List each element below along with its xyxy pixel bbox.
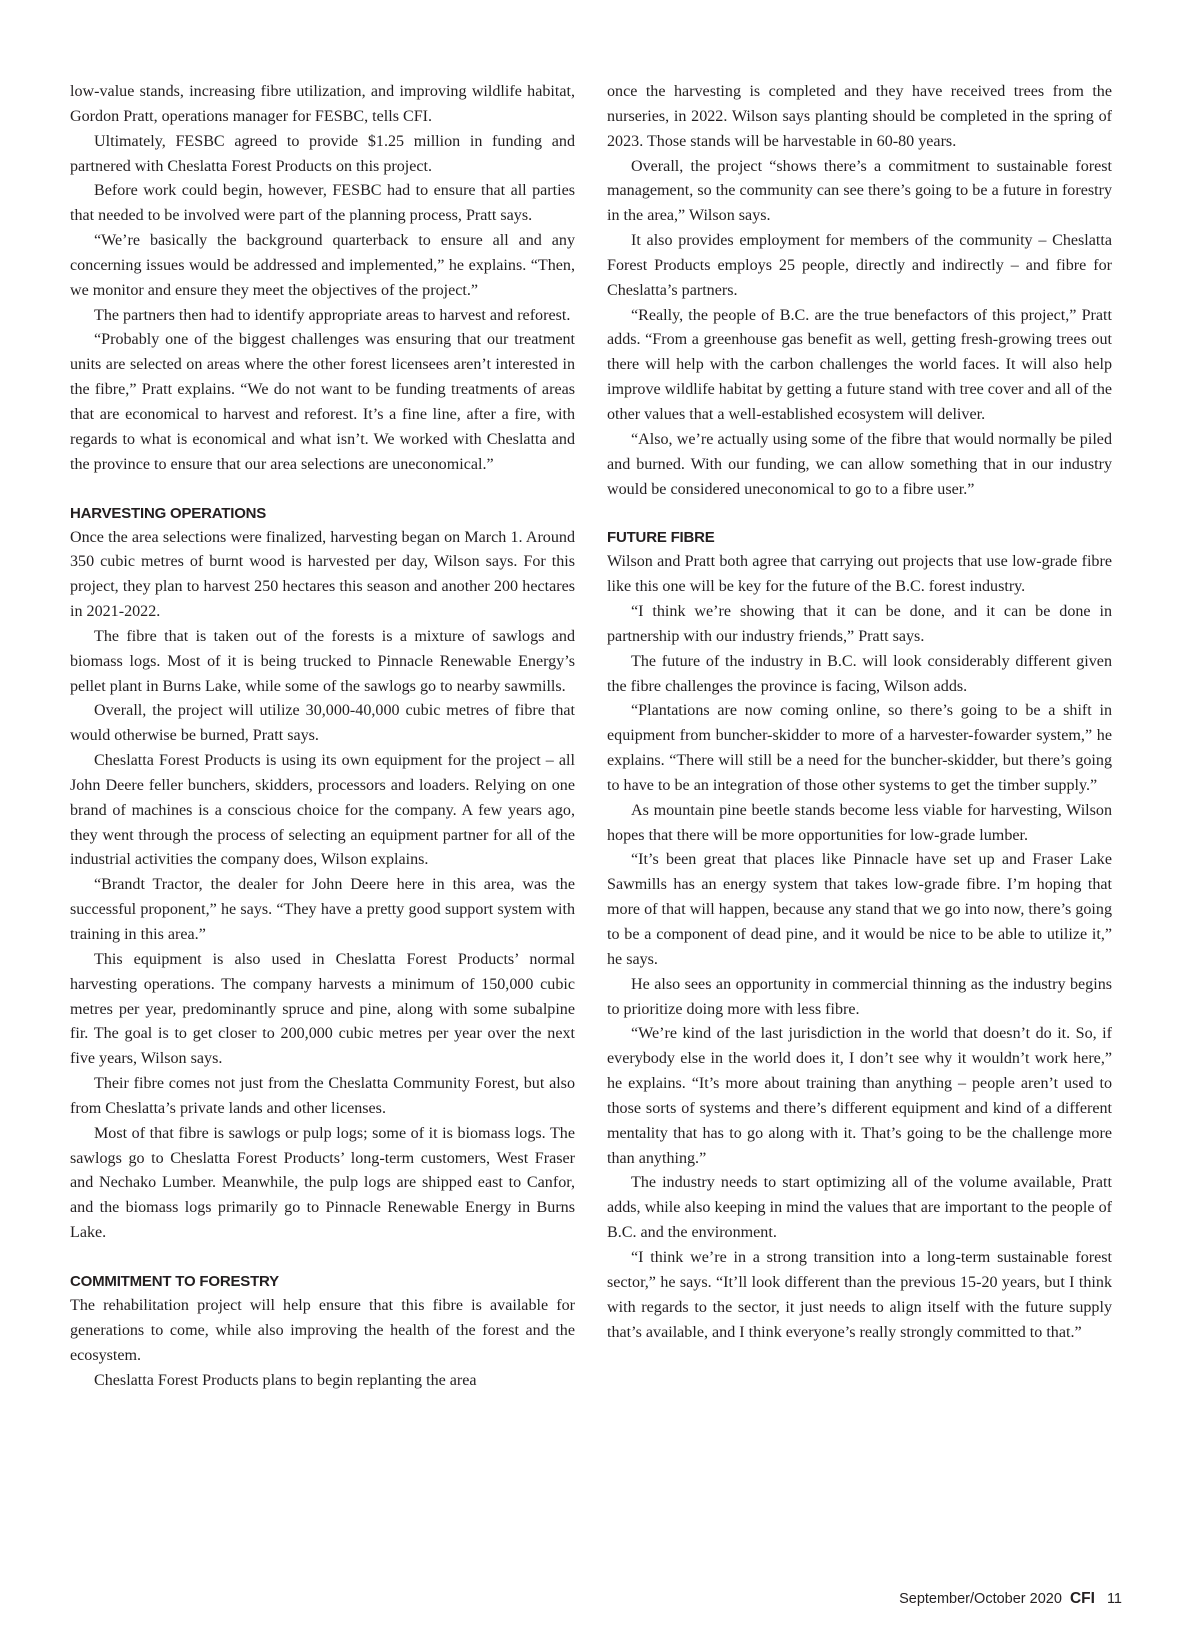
body-paragraph: Wilson and Pratt both agree that carrying out projects that use low-grade fibre like this one will be key for the future of the B.C. forest industry. [607,553,1112,596]
section-heading-harvesting-operations: HARVESTING OPERATIONS [70,504,267,522]
body-paragraph: Overall, the project “shows there’s a commitment to sustainable forest management, so the community can see there’s going to be a future in forestry in the area,” Wilson says. [607,157,1112,225]
body-paragraph: Before work could begin, however, FESBC had to ensure that all parties that needed to be involved were part of the planning process, Pratt says. [70,182,575,225]
body-paragraph: The partners then had to identify appropriate areas to harvest and reforest. [94,306,571,324]
body-paragraph: once the harvesting is completed and they have received trees from the nurseries, in 2022. Wilson says planting should be completed in the spring of 2023. Those stands will be harvestable in 60-80 years. [607,83,1112,150]
body-paragraph: “Plantations are now coming online, so there’s going to be a shift in equipment from buncher-skidder to more of a harvester-fowarder system,” he explains. “There will still be a need for the buncher-skidder, but there’s going to have to be an integration of those other systems to get the timber supply.” [607,702,1112,794]
body-paragraph: “It’s been great that places like Pinnacle have set up and Fraser Lake Sawmills has an energy system that takes low-grade fibre. I’m hoping that more of that will happen, because any stand that we go into now, there’s going to be a component of dead pine, and it would be nice to be able to utilize it,” he says. [607,851,1112,968]
body-paragraph: “Also, we’re actually using some of the fibre that would normally be piled and burned. With our funding, we can allow something that in our industry would be considered uneconomical to go to a fibre user.” [607,430,1112,498]
body-paragraph: “Really, the people of B.C. are the true benefactors of this project,” Pratt adds. “From a greenhouse gas benefit as well, getting fresh-growing trees out there will help with the carbon challenges the world faces. It will also help improve wildlife habitat by getting a future stand with tree cover and all of the other values that a well-established ecosystem will deliver. [607,306,1113,423]
page-footer [899,1590,1122,1608]
body-paragraph: “We’re kind of the last jurisdiction in the world that doesn’t do it. So, if everybody else in the world does it, I don’t see why it wouldn’t work here,” he explains. “It’s more about training than anything – people aren’t used to those sorts of systems and there’s different equipment and kind of a different mentality that has to go along with it. That’s going to be the challenge more than anything.” [607,1025,1112,1167]
body-paragraph: “Probably one of the biggest challenges was ensuring that our treatment units are selected on areas where the other forest licensees aren’t interested in the fibre,” Pratt explains. “We do not want to be funding treatments of areas that are economical to harvest and reforest. It’s a fine line, after a fire, with regards to what is economical and what isn’t. We worked with Cheslatta and the province to ensure that our area selections are uneconomical.” [70,331,575,473]
body-paragraph: Most of that fibre is sawlogs or pulp logs; some of it is biomass logs. The sawlogs go to Cheslatta Forest Products’ long-term customers, West Fraser and Nechako Lumber. Meanwhile, the pulp logs are shipped east to Canfor, and the biomass logs primarily go to Pinnacle Renewable Energy in Burns Lake. [70,1124,575,1242]
issue-date: September/October 2020 [899,1591,1062,1607]
section-heading-future-fibre: FUTURE FIBRE [607,529,715,547]
body-paragraph: “Brandt Tractor, the dealer for John Deere here in this area, was the successful proponent,” he says. “They have a pretty good support system with training in this area.” [70,876,575,943]
body-paragraph: It also provides employment for members of the community – Cheslatta Forest Products employs 25 people, directly and indirectly – and fibre for Cheslatta’s partners. [607,232,1112,299]
page-number: 11 [1106,1591,1122,1607]
body-paragraph: Overall, the project will utilize 30,000-40,000 cubic metres of fibre that would otherwise be burned, Pratt says. [70,702,575,745]
body-paragraph: low-value stands, increasing fibre utilization, and improving wildlife habitat, Gordon Pratt, operations manager for FESBC, tells CFI. [70,83,575,125]
body-paragraph: The future of the industry in B.C. will look considerably different given the fibre challenges the province is facing, Wilson adds. [607,652,1112,695]
body-paragraph: “I think we’re in a strong transition into a long-term sustainable forest sector,” he says. “It’ll look different than the previous 15-20 years, but I think with regards to the sector, it just needs to align itself with the future supply that’s available, and I think everyone’s really strongly committed to that.” [607,1248,1112,1341]
body-paragraph: The industry needs to start optimizing all of the volume available, Pratt adds, while also keeping in mind the values that are important to the people of B.C. and the environment. [607,1174,1112,1242]
body-paragraph: Once the area selections were finalized, harvesting began on March 1. Around 350 cubic metres of burnt wood is harvested per day, Wilson says. For this project, they plan to harvest 250 hectares this season and another 200 hectares in 2021-2022. [70,528,575,621]
body-paragraph: As mountain pine beetle stands become less viable for harvesting, Wilson hopes that there will be more opportunities for low-grade lumber. [607,801,1112,844]
body-paragraph: Their fibre comes not just from the Cheslatta Community Forest, but also from Cheslatta’s private lands and other licenses. [70,1075,575,1117]
body-paragraph: He also sees an opportunity in commercial thinning as the industry begins to prioritize doing more with less fibre. [607,975,1112,1018]
body-paragraph: This equipment is also used in Cheslatta Forest Products’ normal harvesting operations. The company harvests a minimum of 150,000 cubic metres per year, predominantly spruce and pine, along with some subalpine fir. The goal is to get closer to 200,000 cubic metres per year over the next five years, Wilson says. [70,950,575,1068]
body-paragraph: The rehabilitation project will help ensure that this fibre is available for generations to come, while also improving the health of the forest and the ecosystem. [70,1296,575,1364]
right-column [607,80,1112,1345]
section-heading-commitment-to-forestry: COMMITMENT TO FORESTRY [70,1272,279,1290]
left-column [70,80,575,1393]
publication-name: CFI [1069,1590,1095,1607]
body-paragraph: “We’re basically the background quarterback to ensure all and any concerning issues would be addressed and implemented,” he explains. “Then, we monitor and ensure they meet the objectives of the project.” [70,232,575,299]
body-paragraph: Cheslatta Forest Products plans to begin replanting the area [94,1371,477,1389]
body-paragraph: Ultimately, FESBC agreed to provide $1.25 million in funding and partnered with Cheslatta Forest Products on this project. [70,132,575,175]
body-paragraph: “I think we’re showing that it can be done, and it can be done in partnership with our industry friends,” Pratt says. [607,603,1112,645]
body-paragraph: Cheslatta Forest Products is using its own equipment for the project – all John Deere feller bunchers, skidders, processors and loaders. Relying on one brand of machines is a conscious choice for the company. A few years ago, they went through the process of selecting an equipment partner for all of the industrial activities the company does, Wilson explains. [70,752,575,869]
body-paragraph: The fibre that is taken out of the forests is a mixture of sawlogs and biomass logs. Most of it is being trucked to Pinnacle Renewable Energy’s pellet plant in Burns Lake, while some of the sawlogs go to nearby sawmills. [70,627,575,695]
